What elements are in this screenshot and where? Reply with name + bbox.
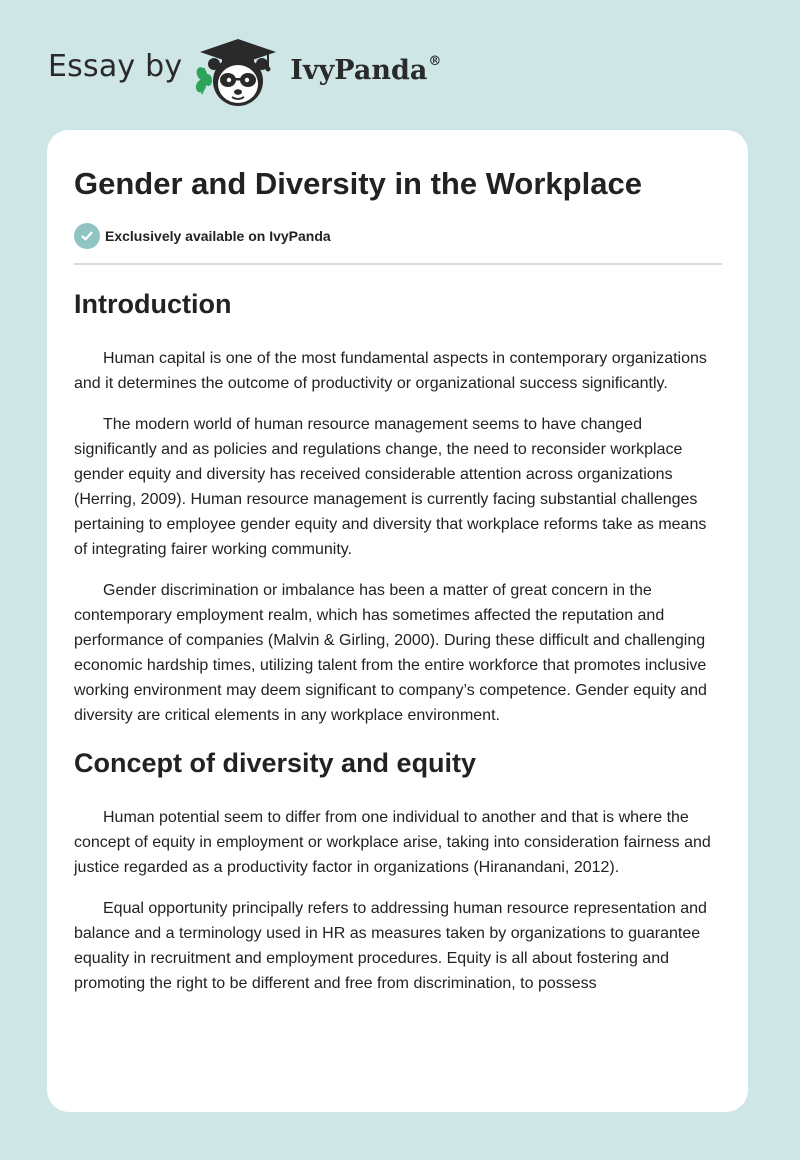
essay-card: [47, 130, 748, 1112]
page-title: Gender and Diversity in the Workplace: [74, 166, 642, 201]
panda-graduate-logo-icon[interactable]: [192, 34, 288, 110]
paragraph: The modern world of human resource management seems to have changed significantly and as policies and regulations change, the need to reconsider workplace gender equity and diversity has received considerable attention across organizations (Herring, 2009). Human resource management is currently facing substantial challenges pertaining to employee gender equity and diversity that workplace reforms take as means of integrating fairer working community.: [74, 416, 707, 558]
exclusive-badge: [74, 223, 722, 249]
exclusive-badge-text: Exclusively available on IvyPanda: [105, 228, 331, 244]
paragraph: Gender discrimination or imbalance has been a matter of great concern in the contemporary employment realm, which has sometimes affected the reputation and performance of companies (Malvin & Girling, 2000). During these difficult and challenging economic hardship times, utilizing talent from the entire workforce that promotes inclusive working environment may deem significant to company’s competence. Gender equity and diversity are critical elements in any workplace environment.: [74, 582, 707, 724]
site-header: [48, 34, 441, 110]
section-heading-introduction: Introduction: [74, 289, 232, 319]
divider: [74, 263, 722, 265]
check-icon: [74, 223, 100, 249]
section-concept: [74, 746, 722, 996]
essay-by-label: Essay by: [48, 48, 183, 84]
paragraph: Human capital is one of the most fundamental aspects in contemporary organizations and it determines the outcome of productivity or organizational success significantly.: [74, 350, 707, 392]
section-introduction: [74, 287, 722, 728]
paragraph: Human potential seem to differ from one individual to another and that is where the concept of equity in employment or workplace arise, taking into consideration fairness and justice regarded as a productivity factor in organizations (Hiranandani, 2012).: [74, 809, 711, 876]
brand-name-text: IvyPanda: [290, 54, 428, 86]
paragraph: Equal opportunity principally refers to addressing human resource representation and balance and a terminology used in HR as measures taken by organizations to guarantee equality in recruitment and employment procedures. Equity is all about fostering and promoting the right to be different and free from discrimination, to possess: [74, 900, 707, 992]
section-heading-concept: Concept of diversity and equity: [74, 748, 477, 778]
brand-name[interactable]: [290, 55, 441, 86]
registered-mark: ®: [428, 53, 442, 69]
